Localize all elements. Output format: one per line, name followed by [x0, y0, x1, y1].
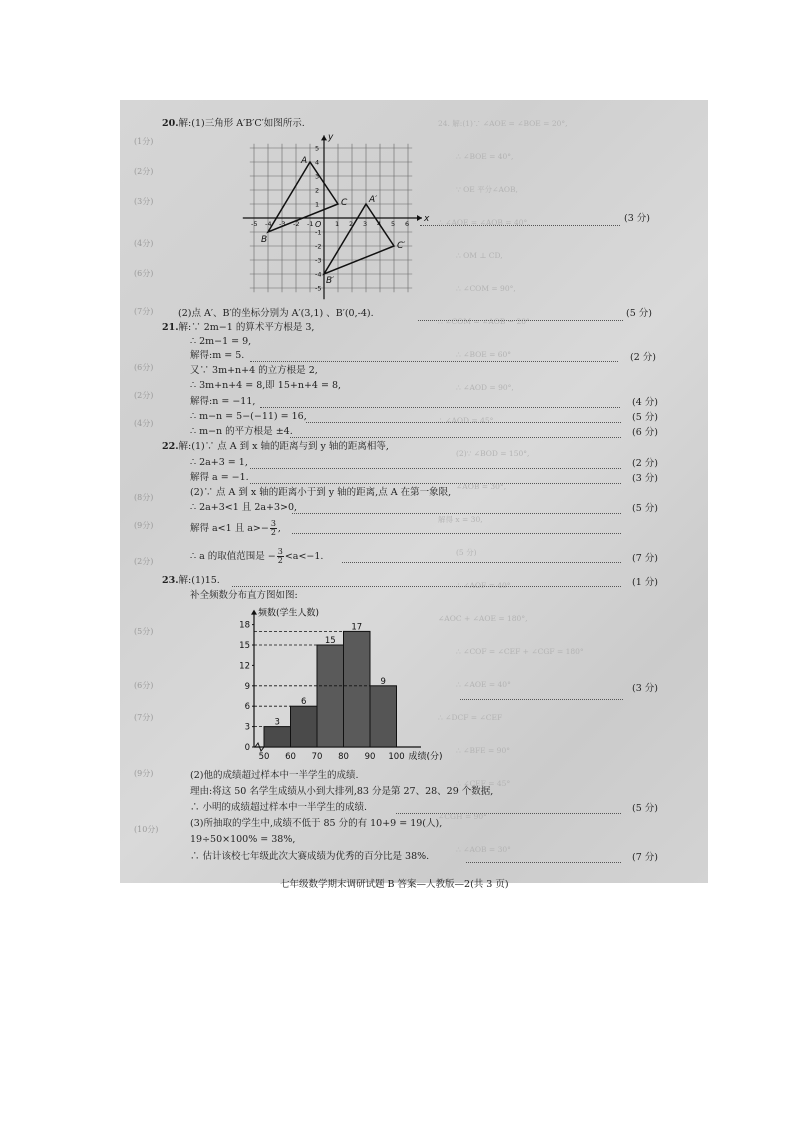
- q21-score3: (2 分): [630, 352, 656, 363]
- q23-line4: 理由:将这 50 名学生成绩从小到大排列,83 分是第 27、28、29 个数据,: [190, 786, 494, 797]
- y-axis-arrow: [321, 135, 327, 140]
- margin-score: (2分): [134, 391, 154, 400]
- q21-line7: ∴ m−n = 5−(−11) = 16,: [190, 411, 307, 422]
- leader-dots: [342, 562, 621, 563]
- leader-dots: [292, 513, 621, 514]
- q23-line2: 补全频数分布直方图如图:: [190, 590, 298, 601]
- q22-score7: (7 分): [632, 553, 658, 564]
- margin-score: (5分): [134, 627, 154, 636]
- x-tick-label: 60: [285, 752, 296, 762]
- q21-line8: ∴ m−n 的平方根是 ±4.: [190, 426, 293, 437]
- q22-score2: (2 分): [632, 458, 658, 469]
- ghost-line: 解得 x = 30,: [438, 515, 483, 524]
- leader-dots: [460, 699, 623, 700]
- ghost-line: ∴ ∠COF = ∠CEF + ∠CGF = 180°: [456, 647, 584, 656]
- x-tick-label: -5: [251, 220, 258, 228]
- margin-score: (7分): [134, 713, 154, 722]
- ghost-line: ∴ ∠BFE = 90°: [456, 746, 510, 755]
- histogram-bar: [344, 631, 371, 747]
- histogram-bar: [291, 706, 318, 747]
- margin-score: (9分): [134, 521, 154, 530]
- margin-score: (6分): [134, 681, 154, 690]
- x-tick-label: 90: [364, 752, 376, 762]
- q23-line6: (3)所抽取的学生中,成绩不低于 85 分的有 10+9 = 19(人),: [190, 818, 443, 829]
- y-tick-label: 1: [315, 200, 320, 209]
- q23-line1: 23.解:(1)15.: [162, 575, 220, 586]
- leader-dots: [466, 862, 621, 863]
- q23-score1: (1 分): [632, 577, 658, 588]
- point-A2-label: A′: [369, 195, 378, 205]
- leader-dots: [260, 407, 620, 408]
- x-tick-label: -1: [307, 220, 314, 228]
- bar-value-label: 6: [301, 697, 307, 708]
- page-footer: 七年级数学期末调研试题 B 答案—人教版—2(共 3 页): [280, 879, 509, 890]
- margin-score: (1分): [134, 137, 154, 146]
- q23-line8: ∴ 估计该校七年级此次大赛成绩为优秀的百分比是 38%.: [190, 851, 430, 862]
- ghost-line: ∠AOB = 30°,: [456, 482, 507, 491]
- margin-score: (3分): [134, 197, 154, 206]
- leader-dots: [292, 533, 621, 534]
- q23-score8: (7 分): [632, 852, 658, 863]
- leader-dots: [420, 225, 620, 226]
- point-C-label: C: [341, 198, 348, 208]
- x-tick-label: 80: [338, 752, 349, 762]
- margin-score: (4分): [134, 419, 154, 428]
- y-tick-label: 5: [315, 144, 320, 153]
- grid-axes: [243, 135, 422, 299]
- origin-label: O: [315, 220, 322, 229]
- ghost-line: ∠AOC + ∠AOE = 180°,: [438, 614, 528, 623]
- q22-line3: 解得 a = −1.: [190, 472, 249, 483]
- ghost-line: (5 分): [456, 548, 477, 557]
- margin-score: (2分): [134, 167, 154, 176]
- q20-score2: (5 分): [626, 308, 652, 319]
- ghost-line: ∴ ∠AOB = 30°: [456, 845, 511, 854]
- y-tick-label: 2: [315, 186, 320, 195]
- ghost-line: ∵ OE 平分∠AOB,: [456, 185, 518, 194]
- q21-score7: (5 分): [632, 412, 658, 423]
- ghost-line: ∴ ∠COM = 90°,: [456, 284, 516, 293]
- leader-dots: [290, 437, 621, 438]
- y-tick-label: 4: [315, 158, 320, 167]
- y-tick-label: 15: [239, 641, 250, 651]
- ghost-line: ∴ ∠BOE = 60°: [456, 350, 512, 359]
- leader-dots: [396, 813, 621, 814]
- y-tick-label: -1: [315, 228, 322, 237]
- point-B-label: B: [261, 235, 268, 245]
- ghost-line: ∴ ∠BOE = 40°,: [456, 152, 514, 161]
- x-tick-label: 5: [391, 220, 396, 228]
- ghost-line: ∴ ∠AOF = 40°: [456, 581, 511, 590]
- x-axis-label: 成绩(分): [408, 752, 443, 762]
- ghost-line: ∠CGH = 90°: [438, 812, 487, 821]
- margin-score: (6分): [134, 363, 154, 372]
- ghost-line: ∴ ∠AOE = ∠AOB = 40°,: [438, 218, 530, 227]
- ghost-line: ∴ ∠AOD = 45°: [438, 416, 494, 425]
- bar-value-label: 9: [380, 676, 386, 687]
- q22-line1: 22.解:(1)∵ 点 A 到 x 轴的距离与到 y 轴的距离相等,: [162, 441, 389, 452]
- coordinate-grid: [230, 132, 430, 300]
- leader-dots: [418, 320, 623, 321]
- bar-value-label: 3: [274, 717, 280, 728]
- histogram-bar: [370, 686, 397, 747]
- x-tick-label: 6: [405, 220, 410, 228]
- histogram-bar: [317, 645, 344, 747]
- q23-line7: 19÷50×100% = 38%,: [190, 834, 296, 845]
- ghost-line: (2)∵ ∠BOD = 150°,: [456, 449, 530, 458]
- y-tick-label: -4: [315, 270, 322, 279]
- x-tick-label: -4: [265, 220, 272, 228]
- margin-score: (8分): [134, 493, 154, 502]
- q23-line3: (2)他的成绩超过样本中一半学生的成绩.: [190, 770, 359, 781]
- bar-value-label: 17: [351, 622, 363, 633]
- y-tick-label: -3: [315, 256, 322, 265]
- q21-line2: ∴ 2m−1 = 9,: [190, 336, 252, 347]
- q23-score-chart: (3 分): [632, 683, 658, 694]
- y-tick-label: -5: [315, 284, 322, 293]
- leader-dots: [232, 586, 621, 587]
- ghost-line: ∴ ∠CEF = 45°: [456, 779, 511, 788]
- q20-line2: (2)点 A′、B′的坐标分别为 A′(3,1) 、B′(0,-4).: [178, 308, 374, 319]
- q21-score8: (6 分): [632, 427, 658, 438]
- leader-dots: [250, 483, 621, 484]
- point-A-label: A: [301, 156, 308, 166]
- margin-score: (2分): [134, 557, 154, 566]
- margin-score: (6分): [134, 269, 154, 278]
- ghost-line: 24. 解:(1)∵ ∠AOE = ∠BOE = 20°,: [438, 119, 568, 128]
- x-axis-label: x: [424, 214, 430, 224]
- q20-line1: 20.解:(1)三角形 A′B′C′如图所示.: [162, 118, 305, 129]
- ghost-line: ∴ ∠COM = ∠AOB − 20°: [438, 317, 530, 326]
- y-tick-label: 12: [239, 661, 250, 672]
- x-tick-label: -3: [279, 220, 286, 228]
- leader-dots: [250, 468, 621, 469]
- y-tick-label: 6: [244, 702, 250, 713]
- x-axis-arrow: [417, 215, 422, 221]
- ghost-line: ∴ ∠AOD = 90°,: [456, 383, 514, 392]
- q21-line4: 又∵ 3m+n+4 的立方根是 2,: [190, 365, 318, 376]
- leader-dots: [306, 422, 621, 423]
- margin-score: (10分): [134, 825, 159, 834]
- y-tick-label: -2: [315, 242, 322, 251]
- q22-line4: (2)∵ 点 A 到 x 轴的距离小于到 y 轴的距离,点 A 在第一象限,: [190, 487, 452, 498]
- x-tick-label: 4: [377, 220, 382, 228]
- triangle-A2B2C2: [324, 204, 394, 274]
- q23-line5: ∴ 小明的成绩超过样本中一半学生的成绩.: [190, 802, 368, 813]
- leader-dots: [250, 361, 618, 362]
- q21-line6: 解得:n = −11,: [190, 396, 256, 407]
- fraction: $\frac{3}{2}$: [277, 547, 283, 565]
- q21-line1: 21.解:∵ 2m−1 的算术平方根是 3,: [162, 322, 315, 333]
- q22-line2: ∴ 2a+3 = 1,: [190, 457, 248, 468]
- x-tick-label: 3: [363, 220, 368, 228]
- point-B2-label: B′: [326, 276, 335, 286]
- margin-score: (9分): [134, 769, 154, 778]
- ghost-line: ∴ ∠DCF = ∠CEF: [438, 713, 503, 722]
- y-tick-label: 18: [239, 620, 250, 631]
- q21-score6: (4 分): [632, 397, 658, 408]
- histogram-bar: [264, 727, 291, 747]
- y-axis-arrow: [251, 610, 257, 615]
- q22-line6: 解得 a<1 且 a>− $\frac{3}{2}$ ,: [190, 519, 281, 537]
- answer-sheet-photo: [120, 100, 708, 890]
- x-tick-label: 2: [349, 220, 354, 228]
- y-tick-label: 9: [244, 681, 250, 692]
- fraction: $\frac{3}{2}$: [270, 519, 276, 537]
- ghost-line: ∴ ∠AOE = 40°: [456, 680, 511, 689]
- ghost-line: ∴ OM ⊥ CD,: [456, 251, 503, 260]
- x-tick-label: -2: [293, 220, 300, 228]
- point-C2-label: C′: [397, 241, 406, 251]
- y-axis-label: 频数(学生人数): [258, 608, 320, 619]
- y-tick-label: 0: [244, 743, 250, 753]
- q22-score3: (3 分): [632, 473, 658, 484]
- grid-labels: [251, 132, 430, 292]
- y-axis-label: y: [328, 132, 334, 143]
- q21-line3: 解得:m = 5.: [190, 350, 245, 361]
- y-tick-label: 3: [315, 172, 320, 181]
- q21-line5: ∴ 3m+n+4 = 8,即 15+n+4 = 8,: [190, 380, 342, 391]
- q20-score1: (3 分): [624, 213, 650, 224]
- margin-score: (7分): [134, 307, 154, 316]
- y-tick-label: 3: [244, 722, 250, 733]
- q22-score5: (5 分): [632, 503, 658, 514]
- x-tick-label: 100: [388, 752, 405, 762]
- frequency-histogram: [220, 602, 460, 770]
- x-tick-label: 70: [311, 752, 323, 762]
- bar-value-label: 15: [324, 636, 336, 646]
- q22-line7: ∴ a 的取值范围是 − $\frac{3}{2}$ <a<−1.: [190, 547, 324, 565]
- x-tick-label: 1: [335, 220, 340, 228]
- q23-score5: (5 分): [632, 803, 658, 814]
- x-tick-label: 50: [258, 752, 270, 762]
- q22-line5: ∴ 2a+3<1 且 2a+3>0,: [190, 502, 298, 513]
- margin-score: (4分): [134, 239, 154, 248]
